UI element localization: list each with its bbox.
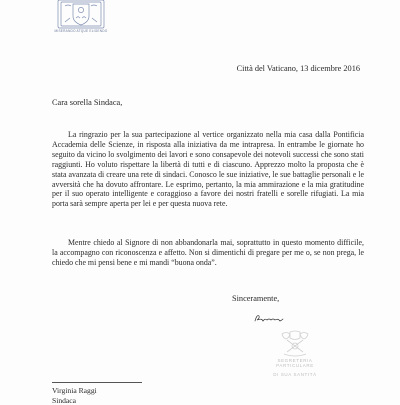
seal-emblem-icon: [260, 330, 330, 358]
letter-greeting: Cara sorella Sindaca,: [52, 98, 122, 107]
seal-text-line-2: DI SUA SANTITÀ: [260, 372, 330, 377]
letter-closing: Sinceramente,: [232, 294, 279, 303]
recipient-block: [52, 386, 97, 405]
recipient-divider: [52, 382, 142, 383]
papal-motto: MISERANDO ATQUE ELIGENDO: [52, 29, 110, 33]
coat-of-arms-icon: [52, 0, 110, 30]
letter-date: Città del Vaticano, 13 dicembre 2016: [237, 64, 360, 73]
official-seal-stamp: [260, 330, 330, 388]
letter-body-paragraph-2: [52, 238, 364, 268]
papal-coat-of-arms: [52, 0, 110, 34]
signature-icon: [253, 312, 289, 324]
recipient-name: Virginia Raggi: [52, 386, 97, 396]
letter-body-paragraph-1: [52, 130, 364, 209]
paragraph-text: La ringrazio per la sua partecipazione al vertice organizzato nella mia casa dalla Pontificia Accademia delle Scienze, in risposta alla iniziativa da me intrapresa. In entrambe le giornate ho seguito da vicino lo svolgimento dei lavori e sono consapevole dei notevoli successi che sono stati raggiunti. Ho voluto rispettare la libertà di tutti e di ciascuno. Apprezzo molto la proposta che è stata avanzata di creare una rete di sindaci. Conosco le sue iniziative, le sue battaglie personali e le avversità che ha dovuto affrontare. Le esprimo, pertanto, la mia ammirazione e la mia gratitudine per il suo operato intelligente e coraggioso a favore dei nostri fratelli e sorelle rifugiati. La mia porta sarà sempre aperta per lei e per questa nuova rete.: [52, 130, 364, 209]
paragraph-text: Mentre chiedo al Signore di non abbandonarla mai, soprattutto in questo momento difficile, la accompagno con riconoscenza e affetto. Non si dimentichi di pregare per me o, se non prega, le chiedo che mi pensi bene e mi mandi “buona onda”.: [52, 238, 364, 268]
handwritten-signature: [253, 311, 289, 323]
seal-text-line-1: SEGRETERIA PARTICULARE: [260, 358, 330, 368]
recipient-title: Sindaca: [52, 396, 97, 405]
